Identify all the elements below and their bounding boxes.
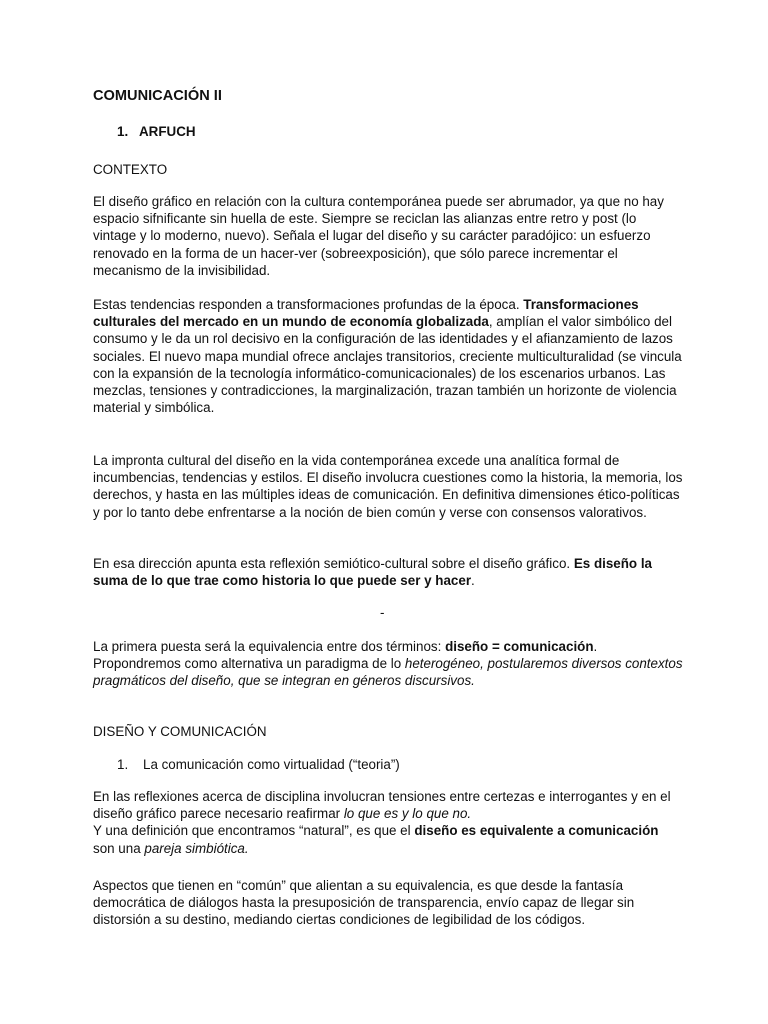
contexto-heading: CONTEXTO [93, 162, 168, 177]
p6-italic-a: lo que es y lo que no. [343, 806, 472, 822]
p4-bold: Es diseño la suma de lo que trae como historia lo que puede ser y hacer [93, 556, 652, 589]
p6-italic-b: pareja simbiótica. [144, 840, 249, 856]
diseno-comunicacion-heading: DISEÑO Y COMUNICACIÓN [93, 724, 267, 739]
paragraph-4 [93, 555, 683, 589]
paragraph-3: La impronta cultural del diseño en la vida contemporánea excede una analítica formal de incumbencias, tendencias y estilos. El diseño involucra cuestiones como la historia, la memoria, los derechos, y hasta en las múltiples ideas de comunicación. En definitiva dimensiones ético-políticas y por lo tanto debe enfrentarse a la noción de bien común y verse con consensos valorativos. [93, 453, 683, 520]
p2-bold: Transformaciones culturales del mercado en un mundo de economía globalizada [93, 297, 639, 330]
p6-text-a: En las reflexiones acerca de disciplina involucran tensiones entre certezas e interrogantes y en el diseño gráfico parece necesario reafirmar [93, 789, 671, 822]
p6-text-c: Y una definición que encontramos “natural”, es que el [93, 823, 415, 839]
section-label: ARFUCH [139, 124, 196, 139]
document-title: COMUNICACIÓN II [93, 88, 222, 104]
section-number: 1. [117, 124, 129, 139]
p5-bold: diseño = comunicación [445, 639, 594, 654]
section-heading-arfuch [117, 123, 196, 140]
paragraph-6 [93, 788, 683, 857]
paragraph-1: El diseño gráfico en relación con la cultura contemporánea puede ser abrumador, ya que no hay espacio sifnificante sin huella de este. Siempre se reciclan las alianzas entre retro y post (lo vintage y lo moderno, nuevo). Señala el lugar del diseño y su carácter paradójico: un esfuerzo renovado en la forma de un hacer-ver (sobreexposición), que sólo parece incrementar el mecanismo de la invisibilidad. [93, 194, 664, 278]
p5-text-a: La primera puesta será la equivalencia entre dos términos: [93, 639, 446, 654]
p2-text-c: , amplían el valor simbólico del consumo y le da un rol decisivo en la configuración de las identidades y el afianzamiento de lazos sociales. El nuevo mapa mundial ofrece anclajes transitorios, creciente multiculturalidad (se vincula con la expansión de la tecnología informático-comunicacionales) de los escenarios urbanos. Las mezclas, tensiones y contradicciones, la marginalización, trazan también un horizonte de violencia material y simbólica. [93, 314, 682, 416]
separator-dash: - [380, 605, 385, 620]
p6-text-e: son una [93, 840, 145, 856]
paragraph-5 [93, 638, 683, 690]
p6-bold: diseño es equivalente a comunicación [414, 823, 659, 839]
p4-text-c: . [471, 573, 475, 589]
list-number: 1. [117, 757, 129, 772]
list-label: La comunicación como virtualidad (“teoria”) [143, 757, 400, 772]
paragraph-7: Aspectos que tienen en “común” que alientan a su equivalencia, es que desde la fantasía democrática de diálogos hasta la presuposición de transparencia, envío capaz de llegar sin distorsión a su destino, mediando ciertas condiciones de legibilidad de los códigos. [93, 878, 635, 928]
p5-text-c: . Propondremos como alternativa un paradigma de lo [93, 639, 598, 672]
paragraph-2 [93, 296, 683, 416]
p4-text-a: En esa dirección apunta esta reflexión semiótico-cultural sobre el diseño gráfico. [93, 556, 574, 571]
p2-text-a: Estas tendencias responden a transformaciones profundas de la época. [93, 297, 524, 312]
list-item-1 [117, 756, 400, 773]
p5-italic: heterogéneo, postularemos diversos contextos pragmáticos del diseño, que se integran en géneros discursivos. [93, 656, 683, 689]
